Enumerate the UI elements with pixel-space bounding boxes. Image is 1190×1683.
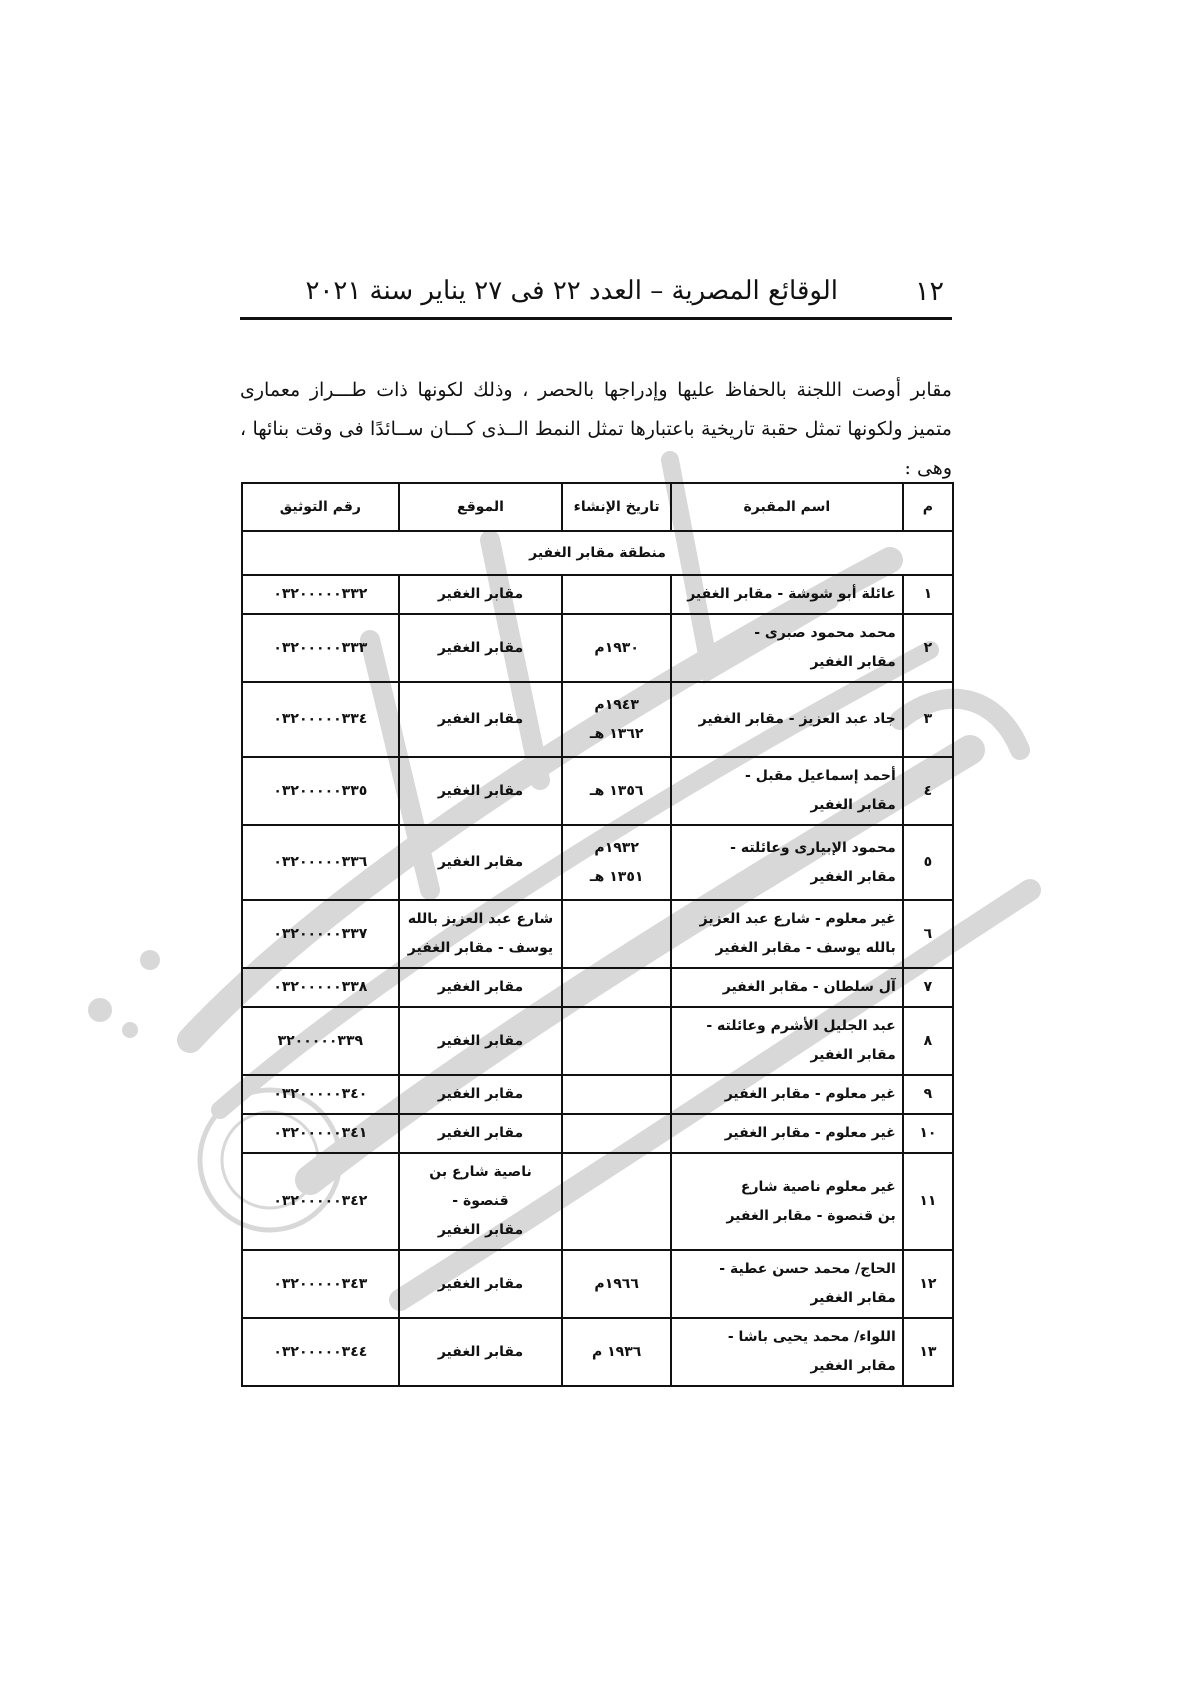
cemetery-name-line: غير معلوم - مقابر الغفير xyxy=(724,1125,896,1141)
intro-paragraph: مقابر أوصت اللجنة بالحفاظ عليها وإدراجها بالحصر ، وذلك لكونها ذات طـــراز معمارى متميز ولكونها تمثل حقبة تاريخية باعتبارها تمثل النمط الــذى كـــان ســائدًا فى وقت بنائها ، وهى : xyxy=(240,379,952,479)
page-number: ١٢ xyxy=(914,276,944,307)
location-line: مقابر الغفير xyxy=(437,1032,524,1049)
cemetery-name-line: بالله يوسف - مقابر الغفير xyxy=(715,940,896,956)
table-row xyxy=(242,614,953,682)
table-row xyxy=(242,1114,953,1153)
doc-number: ٠٣٢٠٠٠٠٠٣٣٥ xyxy=(242,757,399,825)
cemetery-name xyxy=(671,825,903,900)
cemetery-name-line: أحمد إسماعيل مقبل - xyxy=(745,768,896,784)
construction-date-line: ١٩٣٠م xyxy=(594,639,639,656)
cemetery-name-line: مقابر الغفير xyxy=(810,1290,896,1306)
header-doc-number: رقم التوثيق xyxy=(242,483,399,531)
table-row xyxy=(242,1075,953,1114)
construction-date xyxy=(562,575,671,614)
location-line: مقابر الغفير xyxy=(437,1275,524,1292)
row-number: ٥ xyxy=(903,825,953,900)
row-number: ١ xyxy=(903,575,953,614)
table-row xyxy=(242,825,953,900)
cemetery-name-line: مقابر الغفير xyxy=(810,1047,896,1063)
construction-date-line: ١٩٦٦م xyxy=(594,1275,639,1292)
location-line: مقابر الغفير xyxy=(437,639,524,656)
cemetery-name xyxy=(671,614,903,682)
table-row xyxy=(242,1153,953,1250)
construction-date xyxy=(562,968,671,1007)
location xyxy=(399,1075,563,1114)
cemetery-name xyxy=(671,968,903,1007)
cemetery-name-line: الحاج/ محمد حسن عطية - xyxy=(719,1261,896,1277)
location xyxy=(399,614,563,682)
row-number: ٣ xyxy=(903,682,953,757)
doc-number: ٠٣٢٠٠٠٠٠٣٤١ xyxy=(242,1114,399,1153)
cemetery-name-line: مقابر الغفير xyxy=(810,868,896,885)
cemetery-name-line: مقابر الغفير xyxy=(810,1358,896,1374)
location-line: مقابر الغفير xyxy=(437,586,524,602)
location-line: مقابر الغفير xyxy=(437,1086,524,1102)
table-row xyxy=(242,757,953,825)
doc-number: ٠٣٢٠٠٠٠٠٣٤٣ xyxy=(242,1250,399,1318)
cemetery-name-line: مقابر الغفير xyxy=(810,797,896,813)
table-row xyxy=(242,1007,953,1075)
cemetery-name-line: آل سلطان - مقابر الغفير xyxy=(722,979,896,995)
location-line: مقابر الغفير xyxy=(437,711,524,727)
construction-date xyxy=(562,757,671,825)
row-number: ١٣ xyxy=(903,1318,953,1386)
row-number: ٢ xyxy=(903,614,953,682)
table-header-row xyxy=(242,483,953,531)
location xyxy=(399,575,563,614)
location xyxy=(399,682,563,757)
location-line: مقابر الغفير xyxy=(437,1125,524,1141)
location-line: مقابر الغفير xyxy=(437,854,524,870)
construction-date-line: ١٣٦٢ هـ xyxy=(589,725,644,742)
cemetery-name xyxy=(671,1153,903,1250)
doc-number: ٣٢٠٠٠٠٠٣٣٩ xyxy=(242,1007,399,1075)
row-number: ٨ xyxy=(903,1007,953,1075)
cemetery-name xyxy=(671,1318,903,1386)
construction-date-line: ١٣٥٦ هـ xyxy=(589,782,644,799)
construction-date xyxy=(562,614,671,682)
location-line: يوسف - مقابر الغفير xyxy=(407,940,554,956)
location-line: ناصية شارع بن قنصوة - xyxy=(429,1164,532,1209)
running-title: الوقائع المصرية – العدد ٢٢ فى ٢٧ يناير سنة ٢٠٢١ xyxy=(305,276,838,306)
row-number: ٦ xyxy=(903,900,953,968)
cemetery-name xyxy=(671,757,903,825)
header-location: الموقع xyxy=(399,483,563,531)
doc-number: ٠٣٢٠٠٠٠٠٣٣٧ xyxy=(242,900,399,968)
cemetery-name xyxy=(671,1075,903,1114)
table-row xyxy=(242,682,953,757)
construction-date xyxy=(562,682,671,757)
doc-number: ٠٣٢٠٠٠٠٠٣٣٣ xyxy=(242,614,399,682)
location-line: مقابر الغفير xyxy=(437,1222,524,1238)
location xyxy=(399,1250,563,1318)
construction-date-line: ١٩٤٣م xyxy=(594,696,639,713)
location xyxy=(399,1153,563,1250)
section-title: منطقة مقابر الغفير xyxy=(242,531,953,575)
row-number: ٧ xyxy=(903,968,953,1007)
construction-date xyxy=(562,900,671,968)
location xyxy=(399,900,563,968)
cemetery-records-table xyxy=(241,482,954,1387)
construction-date-line: ١٩٣٢م xyxy=(594,839,639,856)
cemetery-name xyxy=(671,1114,903,1153)
location-line: شارع عبد العزيز بالله xyxy=(407,911,554,927)
page-header xyxy=(240,268,952,320)
cemetery-name-line: عبد الجليل الأشرم وعائلته - xyxy=(706,1018,896,1034)
cemetery-name-line: محمد محمود صبرى - xyxy=(754,625,896,641)
construction-date-line: ١٩٣٦ م xyxy=(591,1343,642,1360)
section-row xyxy=(242,531,953,575)
doc-number: ٠٣٢٠٠٠٠٠٣٤٤ xyxy=(242,1318,399,1386)
cemetery-name-line: غير معلوم ناصية شارع xyxy=(740,1178,896,1195)
location xyxy=(399,825,563,900)
table-row xyxy=(242,900,953,968)
header-date: تاريخ الإنشاء xyxy=(562,483,671,531)
table-row xyxy=(242,1250,953,1318)
header-num: م xyxy=(903,483,953,531)
construction-date xyxy=(562,1114,671,1153)
construction-date xyxy=(562,825,671,900)
construction-date xyxy=(562,1318,671,1386)
construction-date xyxy=(562,1153,671,1250)
row-number: ١٢ xyxy=(903,1250,953,1318)
location-line: مقابر الغفير xyxy=(437,782,524,799)
header-divider xyxy=(240,317,952,320)
cemetery-name xyxy=(671,1250,903,1318)
location xyxy=(399,1114,563,1153)
cemetery-name-line: محمود الإبيارى وعائلته - xyxy=(730,839,896,856)
cemetery-name xyxy=(671,682,903,757)
location xyxy=(399,968,563,1007)
location-line: مقابر الغفير xyxy=(437,979,524,995)
row-number: ١١ xyxy=(903,1153,953,1250)
table-row xyxy=(242,968,953,1007)
doc-number: ٠٣٢٠٠٠٠٠٣٣٢ xyxy=(242,575,399,614)
construction-date-line: ١٣٥١ هـ xyxy=(589,868,644,885)
doc-number: ٠٣٢٠٠٠٠٠٣٤٠ xyxy=(242,1075,399,1114)
cemetery-name-line: بن قنصوة - مقابر الغفير xyxy=(726,1207,896,1224)
row-number: ٤ xyxy=(903,757,953,825)
doc-number: ٠٣٢٠٠٠٠٠٣٣٨ xyxy=(242,968,399,1007)
cemetery-name-line: اللواء/ محمد يحيى باشا - xyxy=(727,1329,896,1345)
construction-date xyxy=(562,1250,671,1318)
location xyxy=(399,1318,563,1386)
cemetery-name-line: مقابر الغفير xyxy=(810,654,896,670)
header-name: اسم المقبرة xyxy=(671,483,903,531)
location xyxy=(399,757,563,825)
doc-number: ٠٣٢٠٠٠٠٠٣٣٤ xyxy=(242,682,399,757)
location xyxy=(399,1007,563,1075)
doc-number: ٠٣٢٠٠٠٠٠٣٤٢ xyxy=(242,1153,399,1250)
cemetery-name xyxy=(671,575,903,614)
construction-date xyxy=(562,1007,671,1075)
cemetery-name-line: عائلة أبو شوشة - مقابر الغفير xyxy=(687,586,896,602)
cemetery-name xyxy=(671,900,903,968)
cemetery-name-line: جاد عبد العزيز - مقابر الغفير xyxy=(698,711,896,727)
cemetery-name-line: غير معلوم - شارع عبد العزيز xyxy=(699,911,896,927)
table-row xyxy=(242,1318,953,1386)
cemetery-name xyxy=(671,1007,903,1075)
location-line: مقابر الغفير xyxy=(437,1343,524,1360)
cemetery-name-line: غير معلوم - مقابر الغفير xyxy=(724,1086,896,1102)
doc-number: ٠٣٢٠٠٠٠٠٣٣٦ xyxy=(242,825,399,900)
construction-date xyxy=(562,1075,671,1114)
table-row xyxy=(242,575,953,614)
row-number: ١٠ xyxy=(903,1114,953,1153)
row-number: ٩ xyxy=(903,1075,953,1114)
